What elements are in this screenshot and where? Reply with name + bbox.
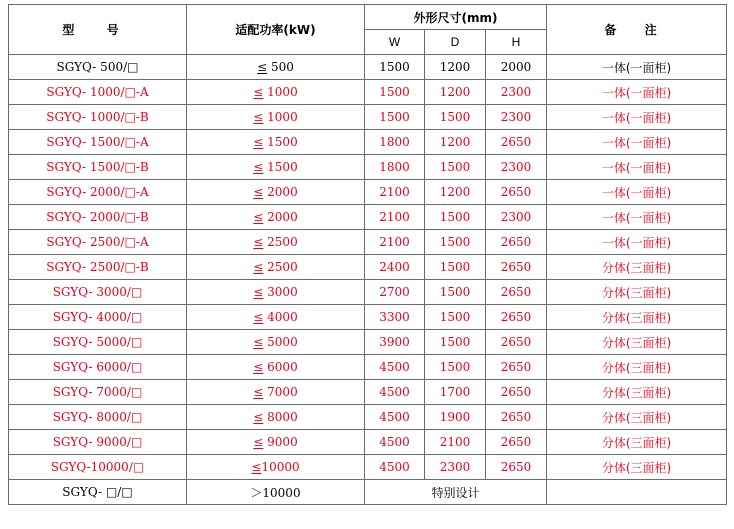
lte-symbol: ≤ <box>253 235 264 249</box>
cell-width: 1800 <box>365 155 425 180</box>
cell-depth: 1200 <box>425 180 486 205</box>
cell-power <box>187 355 365 380</box>
table-row-custom <box>9 480 727 505</box>
header-height: H <box>486 30 547 55</box>
power-value: 2000 <box>263 185 298 199</box>
cell-note: 分体(三面柜) <box>547 380 727 405</box>
cell-height: 2650 <box>486 130 547 155</box>
cell-width: 4500 <box>365 455 425 480</box>
cell-power <box>187 155 365 180</box>
cell-width: 3900 <box>365 330 425 355</box>
cell-power: ＞10000 <box>187 480 365 505</box>
cell-depth: 2100 <box>425 430 486 455</box>
power-value: 3000 <box>263 285 298 299</box>
lte-symbol: ≤ <box>253 185 264 199</box>
cell-power <box>187 380 365 405</box>
lte-symbol: ≤ <box>253 385 264 399</box>
cell-height: 2650 <box>486 405 547 430</box>
cell-height: 2650 <box>486 255 547 280</box>
cell-note: 分体(三面柜) <box>547 455 727 480</box>
lte-symbol: ≤ <box>253 135 264 149</box>
table-row <box>9 155 727 180</box>
cell-height: 2300 <box>486 205 547 230</box>
cell-height: 2650 <box>486 230 547 255</box>
header-model: 型 号 <box>9 5 187 55</box>
table-row <box>9 130 727 155</box>
power-value: 1000 <box>263 85 298 99</box>
cell-power <box>187 330 365 355</box>
lte-symbol: ≤ <box>253 110 264 124</box>
cell-depth: 1200 <box>425 80 486 105</box>
lte-symbol: ≤ <box>253 360 264 374</box>
power-value: 5000 <box>263 335 298 349</box>
cell-power <box>187 55 365 80</box>
cell-width: 1500 <box>365 105 425 130</box>
cell-model: SGYQ- 1000/□-A <box>9 80 187 105</box>
table-row <box>9 405 727 430</box>
cell-model: SGYQ- 6000/□ <box>9 355 187 380</box>
power-value: 2000 <box>263 210 298 224</box>
cell-model: SGYQ- 2500/□-B <box>9 255 187 280</box>
power-value: 6000 <box>263 360 298 374</box>
table-row <box>9 55 727 80</box>
header-depth: D <box>425 30 486 55</box>
cell-note: 一体(一面柜) <box>547 80 727 105</box>
cell-depth: 1500 <box>425 280 486 305</box>
cell-width: 1500 <box>365 80 425 105</box>
cell-width: 4500 <box>365 380 425 405</box>
cell-model: SGYQ- □/□ <box>9 480 187 505</box>
lte-symbol: ≤ <box>253 335 264 349</box>
cell-power <box>187 180 365 205</box>
cell-model: SGYQ- 5000/□ <box>9 330 187 355</box>
table-row <box>9 105 727 130</box>
cell-depth: 1500 <box>425 305 486 330</box>
cell-note <box>547 480 727 505</box>
cell-power <box>187 80 365 105</box>
cell-note: 分体(三面柜) <box>547 430 727 455</box>
table-row <box>9 355 727 380</box>
cell-depth: 1500 <box>425 155 486 180</box>
cell-width: 2100 <box>365 205 425 230</box>
cell-height: 2650 <box>486 430 547 455</box>
power-value: 2500 <box>263 260 298 274</box>
lte-symbol: ≤ <box>253 210 264 224</box>
cell-model: SGYQ- 4000/□ <box>9 305 187 330</box>
cell-width: 1800 <box>365 130 425 155</box>
cell-depth: 1500 <box>425 105 486 130</box>
cell-width: 2100 <box>365 180 425 205</box>
cell-depth: 2300 <box>425 455 486 480</box>
cell-note: 一体(一面柜) <box>547 130 727 155</box>
cell-depth: 1500 <box>425 230 486 255</box>
cell-note: 分体(三面柜) <box>547 305 727 330</box>
table-body <box>9 55 727 480</box>
table-row <box>9 80 727 105</box>
cell-note: 分体(三面柜) <box>547 255 727 280</box>
lte-symbol: ≤ <box>253 435 264 449</box>
power-value: 8000 <box>263 410 298 424</box>
cell-power <box>187 430 365 455</box>
cell-depth: 1700 <box>425 380 486 405</box>
cell-height: 2650 <box>486 355 547 380</box>
cell-note: 分体(三面柜) <box>547 330 727 355</box>
cell-note: 一体(一面柜) <box>547 230 727 255</box>
header-notes: 备 注 <box>547 5 727 55</box>
cell-height: 2650 <box>486 455 547 480</box>
table-row <box>9 305 727 330</box>
spec-table <box>8 4 727 505</box>
lte-symbol: ≤ <box>253 260 264 274</box>
cell-note: 一体(一面柜) <box>547 55 727 80</box>
cell-model: SGYQ- 2000/□-A <box>9 180 187 205</box>
cell-power <box>187 255 365 280</box>
cell-depth: 1500 <box>425 255 486 280</box>
power-value: 9000 <box>263 435 298 449</box>
cell-note: 一体(一面柜) <box>547 205 727 230</box>
cell-special-design: 特别设计 <box>365 480 547 505</box>
lte-symbol: ≤ <box>251 460 262 474</box>
table-row <box>9 280 727 305</box>
power-value: 1500 <box>263 160 298 174</box>
power-value: 10000 <box>261 460 300 474</box>
cell-width: 2700 <box>365 280 425 305</box>
cell-width: 4500 <box>365 430 425 455</box>
table-row <box>9 380 727 405</box>
cell-power <box>187 305 365 330</box>
cell-height: 2300 <box>486 105 547 130</box>
table-row <box>9 455 727 480</box>
lte-symbol: ≤ <box>253 85 264 99</box>
power-value: 7000 <box>263 385 298 399</box>
cell-note: 一体(一面柜) <box>547 105 727 130</box>
cell-note: 分体(三面柜) <box>547 355 727 380</box>
cell-height: 2000 <box>486 55 547 80</box>
cell-power <box>187 205 365 230</box>
cell-power <box>187 230 365 255</box>
cell-note: 一体(一面柜) <box>547 155 727 180</box>
cell-height: 2650 <box>486 380 547 405</box>
cell-depth: 1200 <box>425 55 486 80</box>
cell-depth: 1900 <box>425 405 486 430</box>
power-value: 1000 <box>263 110 298 124</box>
power-value: 500 <box>267 60 294 74</box>
cell-model: SGYQ- 500/□ <box>9 55 187 80</box>
cell-model: SGYQ- 8000/□ <box>9 405 187 430</box>
lte-symbol: ≤ <box>253 160 264 174</box>
cell-power <box>187 405 365 430</box>
cell-depth: 1500 <box>425 330 486 355</box>
power-value: 2500 <box>263 235 298 249</box>
cell-power <box>187 280 365 305</box>
header-row <box>9 5 727 30</box>
cell-depth: 1200 <box>425 130 486 155</box>
lte-symbol: ≤ <box>253 285 264 299</box>
table-row <box>9 255 727 280</box>
cell-height: 2650 <box>486 280 547 305</box>
cell-width: 2400 <box>365 255 425 280</box>
cell-width: 4500 <box>365 405 425 430</box>
cell-power <box>187 455 365 480</box>
cell-width: 2100 <box>365 230 425 255</box>
power-value: 1500 <box>263 135 298 149</box>
header-dimensions: 外形尺寸(mm) <box>365 5 547 30</box>
table-row <box>9 430 727 455</box>
cell-model: SGYQ- 3000/□ <box>9 280 187 305</box>
cell-height: 2650 <box>486 330 547 355</box>
table-row <box>9 330 727 355</box>
header-power: 适配功率(kW) <box>187 5 365 55</box>
table-row <box>9 205 727 230</box>
cell-width: 4500 <box>365 355 425 380</box>
cell-height: 2650 <box>486 305 547 330</box>
cell-model: SGYQ- 7000/□ <box>9 380 187 405</box>
cell-model: SGYQ- 2500/□-A <box>9 230 187 255</box>
cell-height: 2300 <box>486 80 547 105</box>
cell-model: SGYQ- 1500/□-A <box>9 130 187 155</box>
cell-model: SGYQ- 9000/□ <box>9 430 187 455</box>
cell-depth: 1500 <box>425 355 486 380</box>
cell-note: 一体(一面柜) <box>547 180 727 205</box>
cell-note: 分体(三面柜) <box>547 280 727 305</box>
cell-model: SGYQ- 2000/□-B <box>9 205 187 230</box>
cell-note: 分体(三面柜) <box>547 405 727 430</box>
cell-power <box>187 130 365 155</box>
cell-width: 3300 <box>365 305 425 330</box>
cell-model: SGYQ-10000/□ <box>9 455 187 480</box>
table-row <box>9 180 727 205</box>
lte-symbol: ≤ <box>257 60 268 74</box>
power-value: 4000 <box>263 310 298 324</box>
cell-height: 2650 <box>486 180 547 205</box>
table-row <box>9 230 727 255</box>
header-width: W <box>365 30 425 55</box>
lte-symbol: ≤ <box>253 310 264 324</box>
cell-model: SGYQ- 1000/□-B <box>9 105 187 130</box>
cell-depth: 1500 <box>425 205 486 230</box>
cell-width: 1500 <box>365 55 425 80</box>
cell-power <box>187 105 365 130</box>
lte-symbol: ≤ <box>253 410 264 424</box>
cell-model: SGYQ- 1500/□-B <box>9 155 187 180</box>
cell-height: 2300 <box>486 155 547 180</box>
